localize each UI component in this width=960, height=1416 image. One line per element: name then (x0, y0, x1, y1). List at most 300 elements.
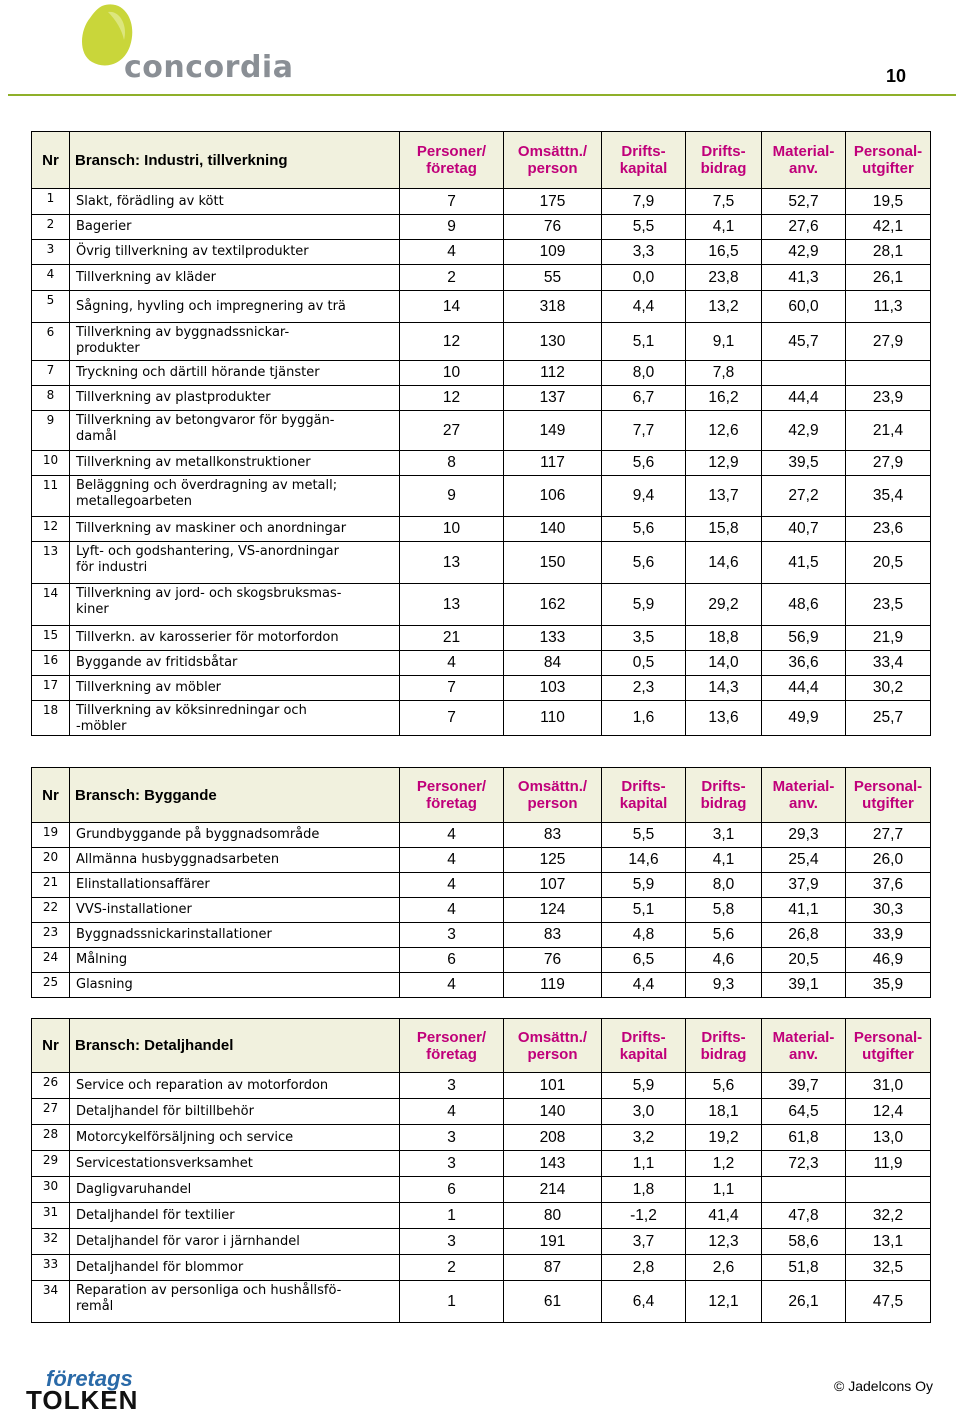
driftsbidrag-cell: 23,8 (686, 265, 762, 291)
personer-cell: 3 (400, 923, 504, 948)
header-divider (8, 94, 956, 96)
branch-name: Sågning, hyvling och impregnering av trä (70, 291, 400, 323)
row-number: 15 (32, 626, 70, 651)
table-row (32, 1177, 931, 1203)
personal-cell: 30,3 (846, 898, 931, 923)
personer-cell: 1 (400, 1281, 504, 1323)
personer-cell: 3 (400, 1151, 504, 1177)
material-cell: 44,4 (762, 676, 846, 701)
material-cell: 36,6 (762, 651, 846, 676)
driftsbidrag-cell: 12,6 (686, 411, 762, 451)
driftsbidrag-cell: 12,9 (686, 451, 762, 476)
personer-cell: 4 (400, 1099, 504, 1125)
table-header-row (32, 1019, 931, 1073)
branch-name: Bagerier (70, 215, 400, 240)
branch-name: Beläggning och överdragning av metall; metallegoarbeten (70, 476, 400, 517)
table-row (32, 1281, 931, 1323)
table-row (32, 451, 931, 476)
branch-name: Tillverkning av plastprodukter (70, 386, 400, 411)
driftskapital-cell: 4,4 (602, 973, 686, 998)
row-number: 28 (32, 1125, 70, 1151)
omsattn-cell: 140 (504, 517, 602, 542)
material-cell: 56,9 (762, 626, 846, 651)
personal-cell: 33,4 (846, 651, 931, 676)
omsattn-cell: 83 (504, 923, 602, 948)
personal-cell: 19,5 (846, 189, 931, 215)
omsattn-cell: 133 (504, 626, 602, 651)
table-row (32, 948, 931, 973)
col-omsattn-header: Omsättn./ person (504, 132, 602, 189)
row-number: 6 (32, 323, 70, 361)
table-row (32, 626, 931, 651)
driftskapital-cell: 5,5 (602, 823, 686, 848)
material-cell: 72,3 (762, 1151, 846, 1177)
table-row (32, 361, 931, 386)
omsattn-cell: 80 (504, 1203, 602, 1229)
table-row (32, 265, 931, 291)
col-driftskapital-header: Drifts- kapital (602, 768, 686, 823)
branch-name: Byggnadssnickarinstallationer (70, 923, 400, 948)
personer-cell: 7 (400, 189, 504, 215)
branch-name: Byggande av fritidsbåtar (70, 651, 400, 676)
driftsbidrag-cell: 5,8 (686, 898, 762, 923)
driftskapital-cell: 6,7 (602, 386, 686, 411)
branch-name: Detaljhandel för biltillbehör (70, 1099, 400, 1125)
personal-cell: 30,2 (846, 676, 931, 701)
branch-name: VVS-installationer (70, 898, 400, 923)
personer-cell: 9 (400, 215, 504, 240)
personal-cell: 32,2 (846, 1203, 931, 1229)
material-cell: 27,2 (762, 476, 846, 517)
personer-cell: 4 (400, 823, 504, 848)
branch-name: Servicestationsverksamhet (70, 1151, 400, 1177)
omsattn-cell: 110 (504, 701, 602, 736)
driftsbidrag-cell: 1,2 (686, 1151, 762, 1177)
personal-cell: 28,1 (846, 240, 931, 265)
personer-cell: 7 (400, 676, 504, 701)
personer-cell: 10 (400, 361, 504, 386)
branch-name: Tillverkning av maskiner och anordningar (70, 517, 400, 542)
driftsbidrag-cell: 3,1 (686, 823, 762, 848)
row-number: 33 (32, 1255, 70, 1281)
omsattn-cell: 125 (504, 848, 602, 873)
driftskapital-cell: 5,9 (602, 873, 686, 898)
col-personer-header: Personer/ företag (400, 132, 504, 189)
personal-cell: 27,9 (846, 323, 931, 361)
row-number: 31 (32, 1203, 70, 1229)
table-row (32, 701, 931, 736)
row-number: 13 (32, 542, 70, 584)
personer-cell: 1 (400, 1203, 504, 1229)
omsattn-cell: 124 (504, 898, 602, 923)
omsattn-cell: 84 (504, 651, 602, 676)
driftsbidrag-cell: 5,6 (686, 1073, 762, 1099)
row-number: 11 (32, 476, 70, 517)
personer-cell: 7 (400, 701, 504, 736)
driftsbidrag-cell: 14,6 (686, 542, 762, 584)
col-driftsbidrag-header: Drifts- bidrag (686, 132, 762, 189)
col-personal-header: Personal- utgifter (846, 1019, 931, 1073)
row-number: 27 (32, 1099, 70, 1125)
row-number: 23 (32, 923, 70, 948)
branch-name: Tillverkn. av karosserier för motorfordon (70, 626, 400, 651)
row-number: 12 (32, 517, 70, 542)
row-number: 25 (32, 973, 70, 998)
driftskapital-cell: 5,1 (602, 323, 686, 361)
table-row (32, 676, 931, 701)
col-driftskapital-header: Drifts- kapital (602, 1019, 686, 1073)
driftskapital-cell: 4,8 (602, 923, 686, 948)
material-cell: 51,8 (762, 1255, 846, 1281)
row-number: 7 (32, 361, 70, 386)
personer-cell: 2 (400, 265, 504, 291)
table-row (32, 386, 931, 411)
branch-name: Tillverkning av kläder (70, 265, 400, 291)
personer-cell: 6 (400, 1177, 504, 1203)
driftsbidrag-cell: 29,2 (686, 584, 762, 626)
omsattn-cell: 61 (504, 1281, 602, 1323)
row-number: 22 (32, 898, 70, 923)
material-cell: 64,5 (762, 1099, 846, 1125)
personer-cell: 4 (400, 973, 504, 998)
driftsbidrag-cell: 9,3 (686, 973, 762, 998)
table-detaljhandel (31, 1018, 931, 1323)
branch-name: Tillverkning av metallkonstruktioner (70, 451, 400, 476)
material-cell: 58,6 (762, 1229, 846, 1255)
table-row (32, 1125, 931, 1151)
personer-cell: 10 (400, 517, 504, 542)
table-row (32, 823, 931, 848)
driftsbidrag-cell: 41,4 (686, 1203, 762, 1229)
branch-name: Motorcykelförsäljning och service (70, 1125, 400, 1151)
personal-cell: 11,9 (846, 1151, 931, 1177)
material-cell: 61,8 (762, 1125, 846, 1151)
table-row (32, 1073, 931, 1099)
row-number: 26 (32, 1073, 70, 1099)
row-number: 9 (32, 411, 70, 451)
branch-name: Tillverkning av byggnadssnickar- produkter (70, 323, 400, 361)
branch-name: Tillverkning av möbler (70, 676, 400, 701)
row-number: 17 (32, 676, 70, 701)
driftskapital-cell: 3,5 (602, 626, 686, 651)
branch-name: Allmänna husbyggnadsarbeten (70, 848, 400, 873)
personal-cell: 12,4 (846, 1099, 931, 1125)
material-cell: 52,7 (762, 189, 846, 215)
table-row (32, 1151, 931, 1177)
personal-cell: 26,0 (846, 848, 931, 873)
branch-name: Grundbyggande på byggnadsområde (70, 823, 400, 848)
personer-cell: 27 (400, 411, 504, 451)
row-number: 20 (32, 848, 70, 873)
personal-cell (846, 1177, 931, 1203)
driftsbidrag-cell: 2,6 (686, 1255, 762, 1281)
driftsbidrag-cell: 16,5 (686, 240, 762, 265)
personal-cell: 32,5 (846, 1255, 931, 1281)
personer-cell: 4 (400, 898, 504, 923)
row-number: 3 (32, 240, 70, 265)
table-industri (31, 131, 931, 736)
row-number: 29 (32, 1151, 70, 1177)
personer-cell: 3 (400, 1073, 504, 1099)
section-title: Bransch: Byggande (70, 768, 400, 823)
personer-cell: 12 (400, 386, 504, 411)
table-row (32, 240, 931, 265)
table-row (32, 873, 931, 898)
row-number: 30 (32, 1177, 70, 1203)
row-number: 21 (32, 873, 70, 898)
driftskapital-cell: 0,5 (602, 651, 686, 676)
driftsbidrag-cell: 12,3 (686, 1229, 762, 1255)
personer-cell: 21 (400, 626, 504, 651)
col-personal-header: Personal- utgifter (846, 768, 931, 823)
driftsbidrag-cell: 13,2 (686, 291, 762, 323)
omsattn-cell: 318 (504, 291, 602, 323)
personal-cell: 33,9 (846, 923, 931, 948)
col-omsattn-header: Omsättn./ person (504, 1019, 602, 1073)
table-row (32, 542, 931, 584)
material-cell: 25,4 (762, 848, 846, 873)
foretagstolken-logo (26, 1366, 156, 1415)
omsattn-cell: 162 (504, 584, 602, 626)
material-cell: 41,1 (762, 898, 846, 923)
driftsbidrag-cell: 18,8 (686, 626, 762, 651)
personal-cell: 42,1 (846, 215, 931, 240)
driftskapital-cell: 1,6 (602, 701, 686, 736)
driftsbidrag-cell: 1,1 (686, 1177, 762, 1203)
personal-cell: 35,4 (846, 476, 931, 517)
omsattn-cell: 214 (504, 1177, 602, 1203)
personer-cell: 4 (400, 651, 504, 676)
personer-cell: 8 (400, 451, 504, 476)
personer-cell: 12 (400, 323, 504, 361)
branch-name: Elinstallationsaffärer (70, 873, 400, 898)
material-cell: 27,6 (762, 215, 846, 240)
driftskapital-cell: 3,0 (602, 1099, 686, 1125)
driftskapital-cell: 5,9 (602, 1073, 686, 1099)
page-number: 10 (885, 66, 907, 86)
material-cell: 39,1 (762, 973, 846, 998)
table-row (32, 1203, 931, 1229)
material-cell: 39,5 (762, 451, 846, 476)
table-header-row (32, 132, 931, 189)
driftskapital-cell: 5,9 (602, 584, 686, 626)
driftskapital-cell: 2,3 (602, 676, 686, 701)
omsattn-cell: 130 (504, 323, 602, 361)
driftskapital-cell: 5,5 (602, 215, 686, 240)
col-material-header: Material- anv. (762, 1019, 846, 1073)
personal-cell: 46,9 (846, 948, 931, 973)
personer-cell: 6 (400, 948, 504, 973)
branch-name: Service och reparation av motorfordon (70, 1073, 400, 1099)
table-row (32, 411, 931, 451)
branch-name: Målning (70, 948, 400, 973)
row-number: 1 (32, 189, 70, 215)
material-cell: 26,8 (762, 923, 846, 948)
copyright-notice: © Jadelcons Oy (834, 1378, 934, 1394)
col-personer-header: Personer/ företag (400, 1019, 504, 1073)
logo-wordmark: concordia (124, 50, 294, 85)
branch-name: Detaljhandel för textilier (70, 1203, 400, 1229)
omsattn-cell: 106 (504, 476, 602, 517)
col-material-header: Material- anv. (762, 768, 846, 823)
omsattn-cell: 208 (504, 1125, 602, 1151)
driftsbidrag-cell: 19,2 (686, 1125, 762, 1151)
driftskapital-cell: 9,4 (602, 476, 686, 517)
branch-name: Detaljhandel för blommor (70, 1255, 400, 1281)
material-cell: 49,9 (762, 701, 846, 736)
row-number: 16 (32, 651, 70, 676)
driftskapital-cell: 3,3 (602, 240, 686, 265)
row-number: 2 (32, 215, 70, 240)
driftskapital-cell: 7,7 (602, 411, 686, 451)
driftsbidrag-cell: 13,6 (686, 701, 762, 736)
material-cell: 48,6 (762, 584, 846, 626)
driftskapital-cell: 5,1 (602, 898, 686, 923)
driftskapital-cell: 0,0 (602, 265, 686, 291)
omsattn-cell: 109 (504, 240, 602, 265)
personer-cell: 9 (400, 476, 504, 517)
personal-cell: 26,1 (846, 265, 931, 291)
personer-cell: 14 (400, 291, 504, 323)
personal-cell: 27,9 (846, 451, 931, 476)
table-row (32, 215, 931, 240)
table-row (32, 923, 931, 948)
driftskapital-cell: 3,7 (602, 1229, 686, 1255)
driftsbidrag-cell: 4,1 (686, 215, 762, 240)
driftsbidrag-cell: 7,8 (686, 361, 762, 386)
footer-logo-line2: TOLKEN (26, 1385, 139, 1415)
personal-cell: 21,9 (846, 626, 931, 651)
omsattn-cell: 191 (504, 1229, 602, 1255)
personal-cell: 25,7 (846, 701, 931, 736)
driftsbidrag-cell: 5,6 (686, 923, 762, 948)
material-cell (762, 361, 846, 386)
personer-cell: 4 (400, 240, 504, 265)
table-row (32, 973, 931, 998)
driftsbidrag-cell: 18,1 (686, 1099, 762, 1125)
material-cell: 29,3 (762, 823, 846, 848)
material-cell: 41,5 (762, 542, 846, 584)
personal-cell: 23,5 (846, 584, 931, 626)
driftskapital-cell: 5,6 (602, 517, 686, 542)
driftsbidrag-cell: 14,3 (686, 676, 762, 701)
personal-cell: 23,6 (846, 517, 931, 542)
driftskapital-cell: 14,6 (602, 848, 686, 873)
row-number: 14 (32, 584, 70, 626)
personal-cell: 20,5 (846, 542, 931, 584)
omsattn-cell: 117 (504, 451, 602, 476)
personer-cell: 4 (400, 873, 504, 898)
driftsbidrag-cell: 16,2 (686, 386, 762, 411)
personal-cell: 35,9 (846, 973, 931, 998)
personal-cell: 37,6 (846, 873, 931, 898)
personal-cell: 23,9 (846, 386, 931, 411)
row-number: 19 (32, 823, 70, 848)
material-cell: 45,7 (762, 323, 846, 361)
personer-cell: 13 (400, 584, 504, 626)
material-cell (762, 1177, 846, 1203)
branch-name: Tillverkning av betongvaror för byggän- damål (70, 411, 400, 451)
driftskapital-cell: 6,4 (602, 1281, 686, 1323)
driftskapital-cell: 5,6 (602, 451, 686, 476)
branch-name: Tillverkning av köksinredningar och -möbler (70, 701, 400, 736)
col-nr-header: Nr (32, 1019, 70, 1073)
driftsbidrag-cell: 15,8 (686, 517, 762, 542)
driftskapital-cell: 1,1 (602, 1151, 686, 1177)
table-row (32, 476, 931, 517)
branch-name: Glasning (70, 973, 400, 998)
table-row (32, 1099, 931, 1125)
omsattn-cell: 83 (504, 823, 602, 848)
driftskapital-cell: 4,4 (602, 291, 686, 323)
row-number: 24 (32, 948, 70, 973)
col-driftsbidrag-header: Drifts- bidrag (686, 1019, 762, 1073)
section-title: Bransch: Industri, tillverkning (70, 132, 400, 189)
personer-cell: 2 (400, 1255, 504, 1281)
omsattn-cell: 55 (504, 265, 602, 291)
driftskapital-cell: 5,6 (602, 542, 686, 584)
driftskapital-cell: 3,2 (602, 1125, 686, 1151)
col-driftsbidrag-header: Drifts- bidrag (686, 768, 762, 823)
driftskapital-cell: -1,2 (602, 1203, 686, 1229)
branch-name: Tillverkning av jord- och skogsbruksmas- kiner (70, 584, 400, 626)
personal-cell: 11,3 (846, 291, 931, 323)
col-material-header: Material- anv. (762, 132, 846, 189)
col-nr-header: Nr (32, 768, 70, 823)
omsattn-cell: 87 (504, 1255, 602, 1281)
driftsbidrag-cell: 4,6 (686, 948, 762, 973)
personer-cell: 4 (400, 848, 504, 873)
col-personal-header: Personal- utgifter (846, 132, 931, 189)
driftsbidrag-cell: 12,1 (686, 1281, 762, 1323)
driftskapital-cell: 2,8 (602, 1255, 686, 1281)
table-row (32, 1255, 931, 1281)
table-row (32, 651, 931, 676)
branch-name: Reparation av personliga och hushållsfö- remål (70, 1281, 400, 1323)
personer-cell: 3 (400, 1229, 504, 1255)
row-number: 18 (32, 701, 70, 736)
branch-name: Slakt, förädling av kött (70, 189, 400, 215)
omsattn-cell: 107 (504, 873, 602, 898)
row-number: 5 (32, 291, 70, 323)
material-cell: 44,4 (762, 386, 846, 411)
omsattn-cell: 140 (504, 1099, 602, 1125)
branch-name: Detaljhandel för varor i järnhandel (70, 1229, 400, 1255)
row-number: 4 (32, 265, 70, 291)
omsattn-cell: 112 (504, 361, 602, 386)
section-title: Bransch: Detaljhandel (70, 1019, 400, 1073)
omsattn-cell: 149 (504, 411, 602, 451)
personer-cell: 13 (400, 542, 504, 584)
material-cell: 42,9 (762, 411, 846, 451)
col-omsattn-header: Omsättn./ person (504, 768, 602, 823)
table-row (32, 517, 931, 542)
driftsbidrag-cell: 14,0 (686, 651, 762, 676)
material-cell: 47,8 (762, 1203, 846, 1229)
table-row (32, 584, 931, 626)
personal-cell: 31,0 (846, 1073, 931, 1099)
material-cell: 42,9 (762, 240, 846, 265)
omsattn-cell: 143 (504, 1151, 602, 1177)
col-driftskapital-header: Drifts- kapital (602, 132, 686, 189)
omsattn-cell: 101 (504, 1073, 602, 1099)
material-cell: 41,3 (762, 265, 846, 291)
driftsbidrag-cell: 13,7 (686, 476, 762, 517)
personal-cell: 13,0 (846, 1125, 931, 1151)
personal-cell (846, 361, 931, 386)
omsattn-cell: 175 (504, 189, 602, 215)
driftsbidrag-cell: 4,1 (686, 848, 762, 873)
